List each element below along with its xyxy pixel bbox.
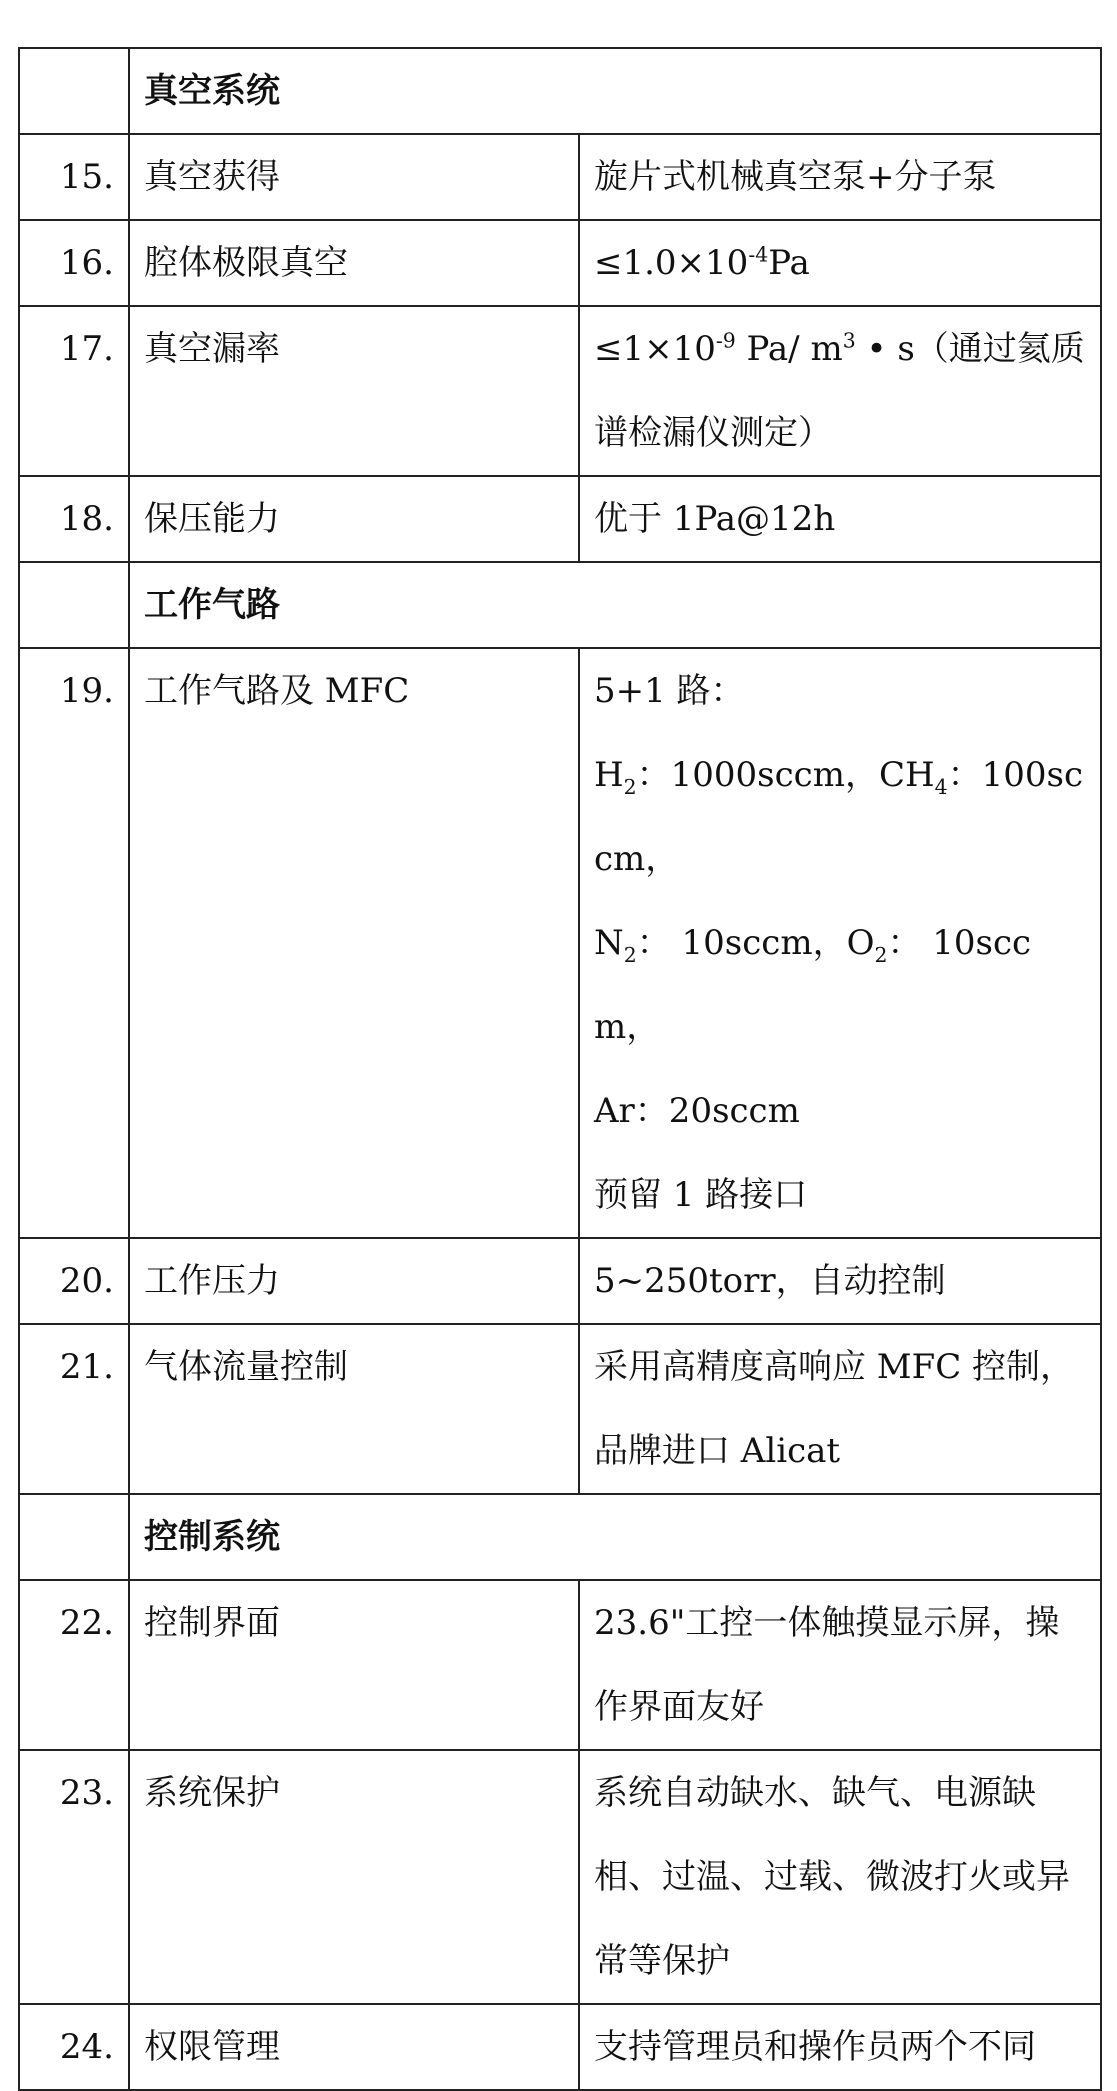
- section-title-control: 控制系统: [129, 1494, 1101, 1580]
- row-number: 23.: [19, 1750, 129, 2004]
- spec-table: [18, 47, 1102, 2091]
- section-row-control: [19, 1494, 1101, 1580]
- row-number: 17.: [19, 306, 129, 476]
- table-row: [19, 306, 1101, 476]
- row-value: 支持管理员和操作员两个不同: [579, 2004, 1101, 2090]
- table-row: [19, 1750, 1101, 2004]
- table-row: [19, 2004, 1101, 2090]
- row-value: [579, 306, 1101, 476]
- value-line: Ar：20sccm: [594, 1091, 800, 1131]
- table-row: [19, 1238, 1101, 1324]
- row-number: 19.: [19, 648, 129, 1238]
- row-name: 保压能力: [129, 476, 579, 562]
- row-value: [579, 648, 1101, 1238]
- value-text: ≤1.0×10: [594, 243, 749, 283]
- row-name: 工作气路及 MFC: [129, 648, 579, 1238]
- row-value: 采用高精度高响应 MFC 控制，品牌进口 Alicat: [579, 1324, 1101, 1494]
- row-number: 21.: [19, 1324, 129, 1494]
- row-number: 16.: [19, 220, 129, 306]
- value-unit: Pa: [768, 243, 810, 283]
- gas-subscript: 2: [623, 774, 637, 799]
- value-line: [594, 733, 1086, 901]
- value-exponent: 3: [842, 328, 856, 353]
- section-num-cell: [19, 1494, 129, 1580]
- row-number: 20.: [19, 1238, 129, 1324]
- row-value: 23.6"工控一体触摸显示屏，操作界面友好: [579, 1580, 1101, 1750]
- row-name: 气体流量控制: [129, 1324, 579, 1494]
- row-name: 工作压力: [129, 1238, 579, 1324]
- value-line: [594, 901, 1086, 1069]
- gas-subscript: 2: [874, 942, 888, 967]
- table-row: [19, 476, 1101, 562]
- row-name: 系统保护: [129, 1750, 579, 2004]
- row-number: 22.: [19, 1580, 129, 1750]
- value-exponent: -4: [748, 242, 769, 267]
- value-unit: Pa/ m: [735, 329, 843, 369]
- row-name: 真空获得: [129, 134, 579, 220]
- gas-symbol: CH: [878, 755, 935, 795]
- gas-symbol: N: [594, 923, 624, 963]
- gas-flow: ： 10sccm，: [594, 923, 1032, 1047]
- value-exponent: -9: [715, 328, 736, 353]
- row-number: 15.: [19, 134, 129, 220]
- row-number: 24.: [19, 2004, 129, 2090]
- table-row: [19, 220, 1101, 306]
- gas-subscript: 2: [623, 942, 637, 967]
- gas-flow: ：1000sccm，: [636, 755, 879, 795]
- row-name: 腔体极限真空: [129, 220, 579, 306]
- section-num-cell: [19, 48, 129, 134]
- section-row-gas: [19, 562, 1101, 648]
- value-note: • s（通过氦质谱检漏仪测定）: [594, 329, 1085, 453]
- table-row: [19, 648, 1101, 1238]
- section-num-cell: [19, 562, 129, 648]
- row-value: 旋片式机械真空泵+分子泵: [579, 134, 1101, 220]
- row-value: [579, 220, 1101, 306]
- section-title-gas: 工作气路: [129, 562, 1101, 648]
- table-row: [19, 134, 1101, 220]
- value-text: ≤1×10: [594, 329, 716, 369]
- section-row-vacuum: [19, 48, 1101, 134]
- value-line: 预留 1 路接口: [594, 1175, 808, 1215]
- row-value: 系统自动缺水、缺气、电源缺相、过温、过载、微波打火或异常等保护: [579, 1750, 1101, 2004]
- table-row: [19, 1324, 1101, 1494]
- row-value: 5~250torr，自动控制: [579, 1238, 1101, 1324]
- row-number: 18.: [19, 476, 129, 562]
- row-value: 优于 1Pa@12h: [579, 476, 1101, 562]
- value-line: 5+1 路：: [594, 671, 745, 711]
- gas-symbol: H: [594, 755, 624, 795]
- row-name: 控制界面: [129, 1580, 579, 1750]
- row-name: 真空漏率: [129, 306, 579, 476]
- gas-subscript: 4: [934, 774, 948, 799]
- gas-flow: ：100sccm，: [594, 755, 1083, 879]
- gas-symbol: O: [846, 923, 875, 963]
- section-title-vacuum: 真空系统: [129, 48, 1101, 134]
- gas-flow: ： 10sccm，: [636, 923, 847, 963]
- row-name: 权限管理: [129, 2004, 579, 2090]
- table-row: [19, 1580, 1101, 1750]
